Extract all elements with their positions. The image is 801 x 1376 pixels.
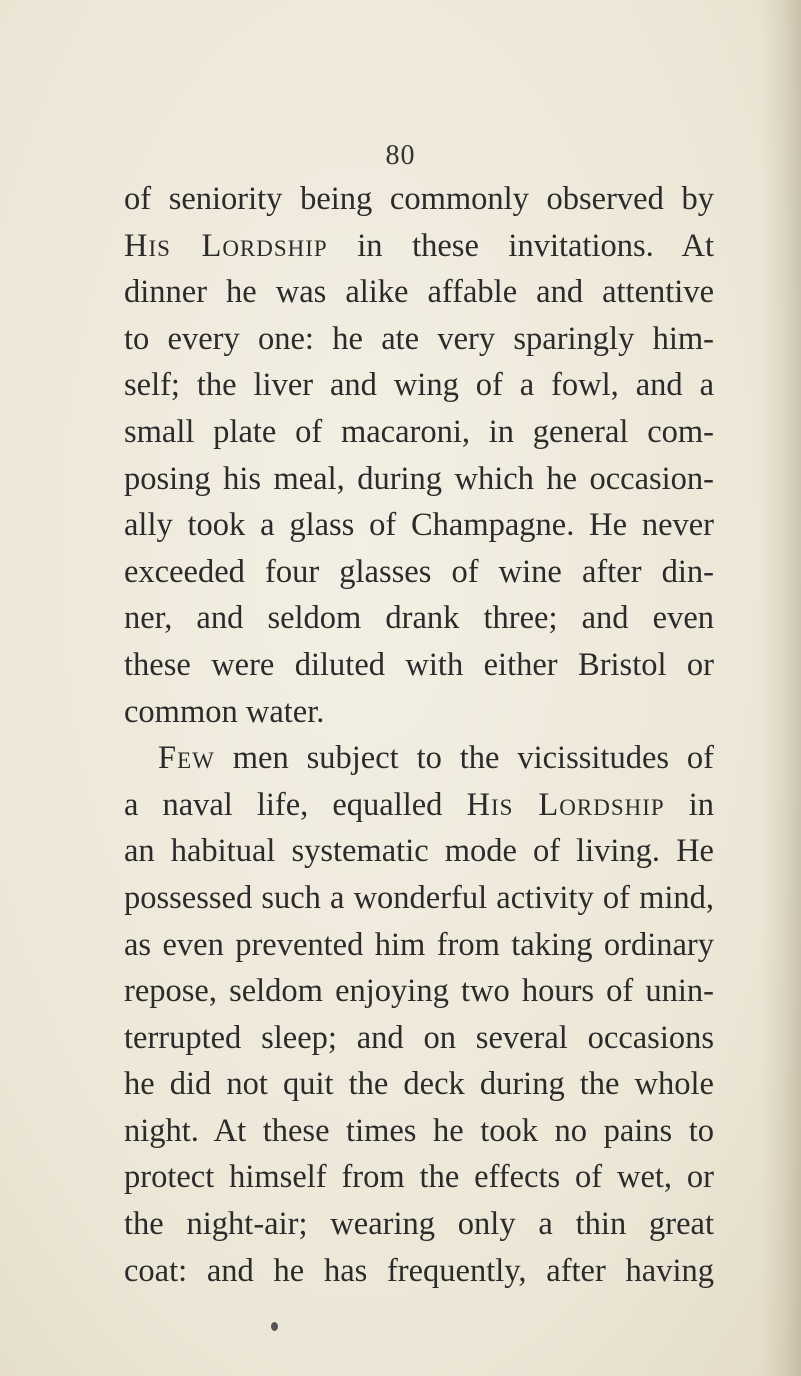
body-text [124,176,714,1294]
text-line: exceeded four glasses of wine after din- [124,553,714,590]
text-line: ally took a glass of Champagne. He never [124,507,714,544]
text-line: night. At these times he took no pains to [124,1112,714,1149]
small-caps-title: His Lordship [466,786,665,823]
text-line: coat: and he has frequently, after having [124,1252,714,1289]
text-line: an habitual systematic mode of living. He [124,833,714,870]
text-line: to every one: he ate very sparingly him- [124,320,714,357]
text-line: small plate of macaroni, in general com- [124,413,714,450]
text-line: a naval life, equalled His Lordship in [124,786,715,823]
text-line: dinner he was alike affable and attentive [124,274,714,311]
text-line: repose, seldom enjoying two hours of unin- [124,973,714,1010]
text-line: Few men subject to the vicissitudes of [158,740,714,777]
text-line: terrupted sleep; and on several occasions [124,1019,714,1056]
text-line: common water. [124,693,325,730]
text-line: possessed such a wonderful activity of mind, [124,879,714,916]
text-line: of seniority being commonly observed by [124,181,714,217]
text-line: the night-air; wearing only a thin great [124,1206,714,1243]
ink-speck [271,1322,278,1331]
small-caps-word: Few [158,740,215,777]
page-number: 80 [385,140,416,171]
text-line: posing his meal, during which he occasion- [124,460,714,497]
text-line: these were diluted with either Bristol or [124,646,714,683]
small-caps-title: His Lordship [124,227,328,264]
text-line: ner, and seldom drank three; and even [124,600,714,637]
text-line: as even prevented him from taking ordinary [124,926,714,963]
text-line: protect himself from the effects of wet, or [124,1159,714,1196]
page-edge-shadow [761,0,801,1376]
text-line: His Lordship in these invitations. At [124,227,715,264]
text-line: self; the liver and wing of a fowl, and a [124,367,714,404]
text-line: he did not quit the deck during the whole [124,1066,714,1103]
